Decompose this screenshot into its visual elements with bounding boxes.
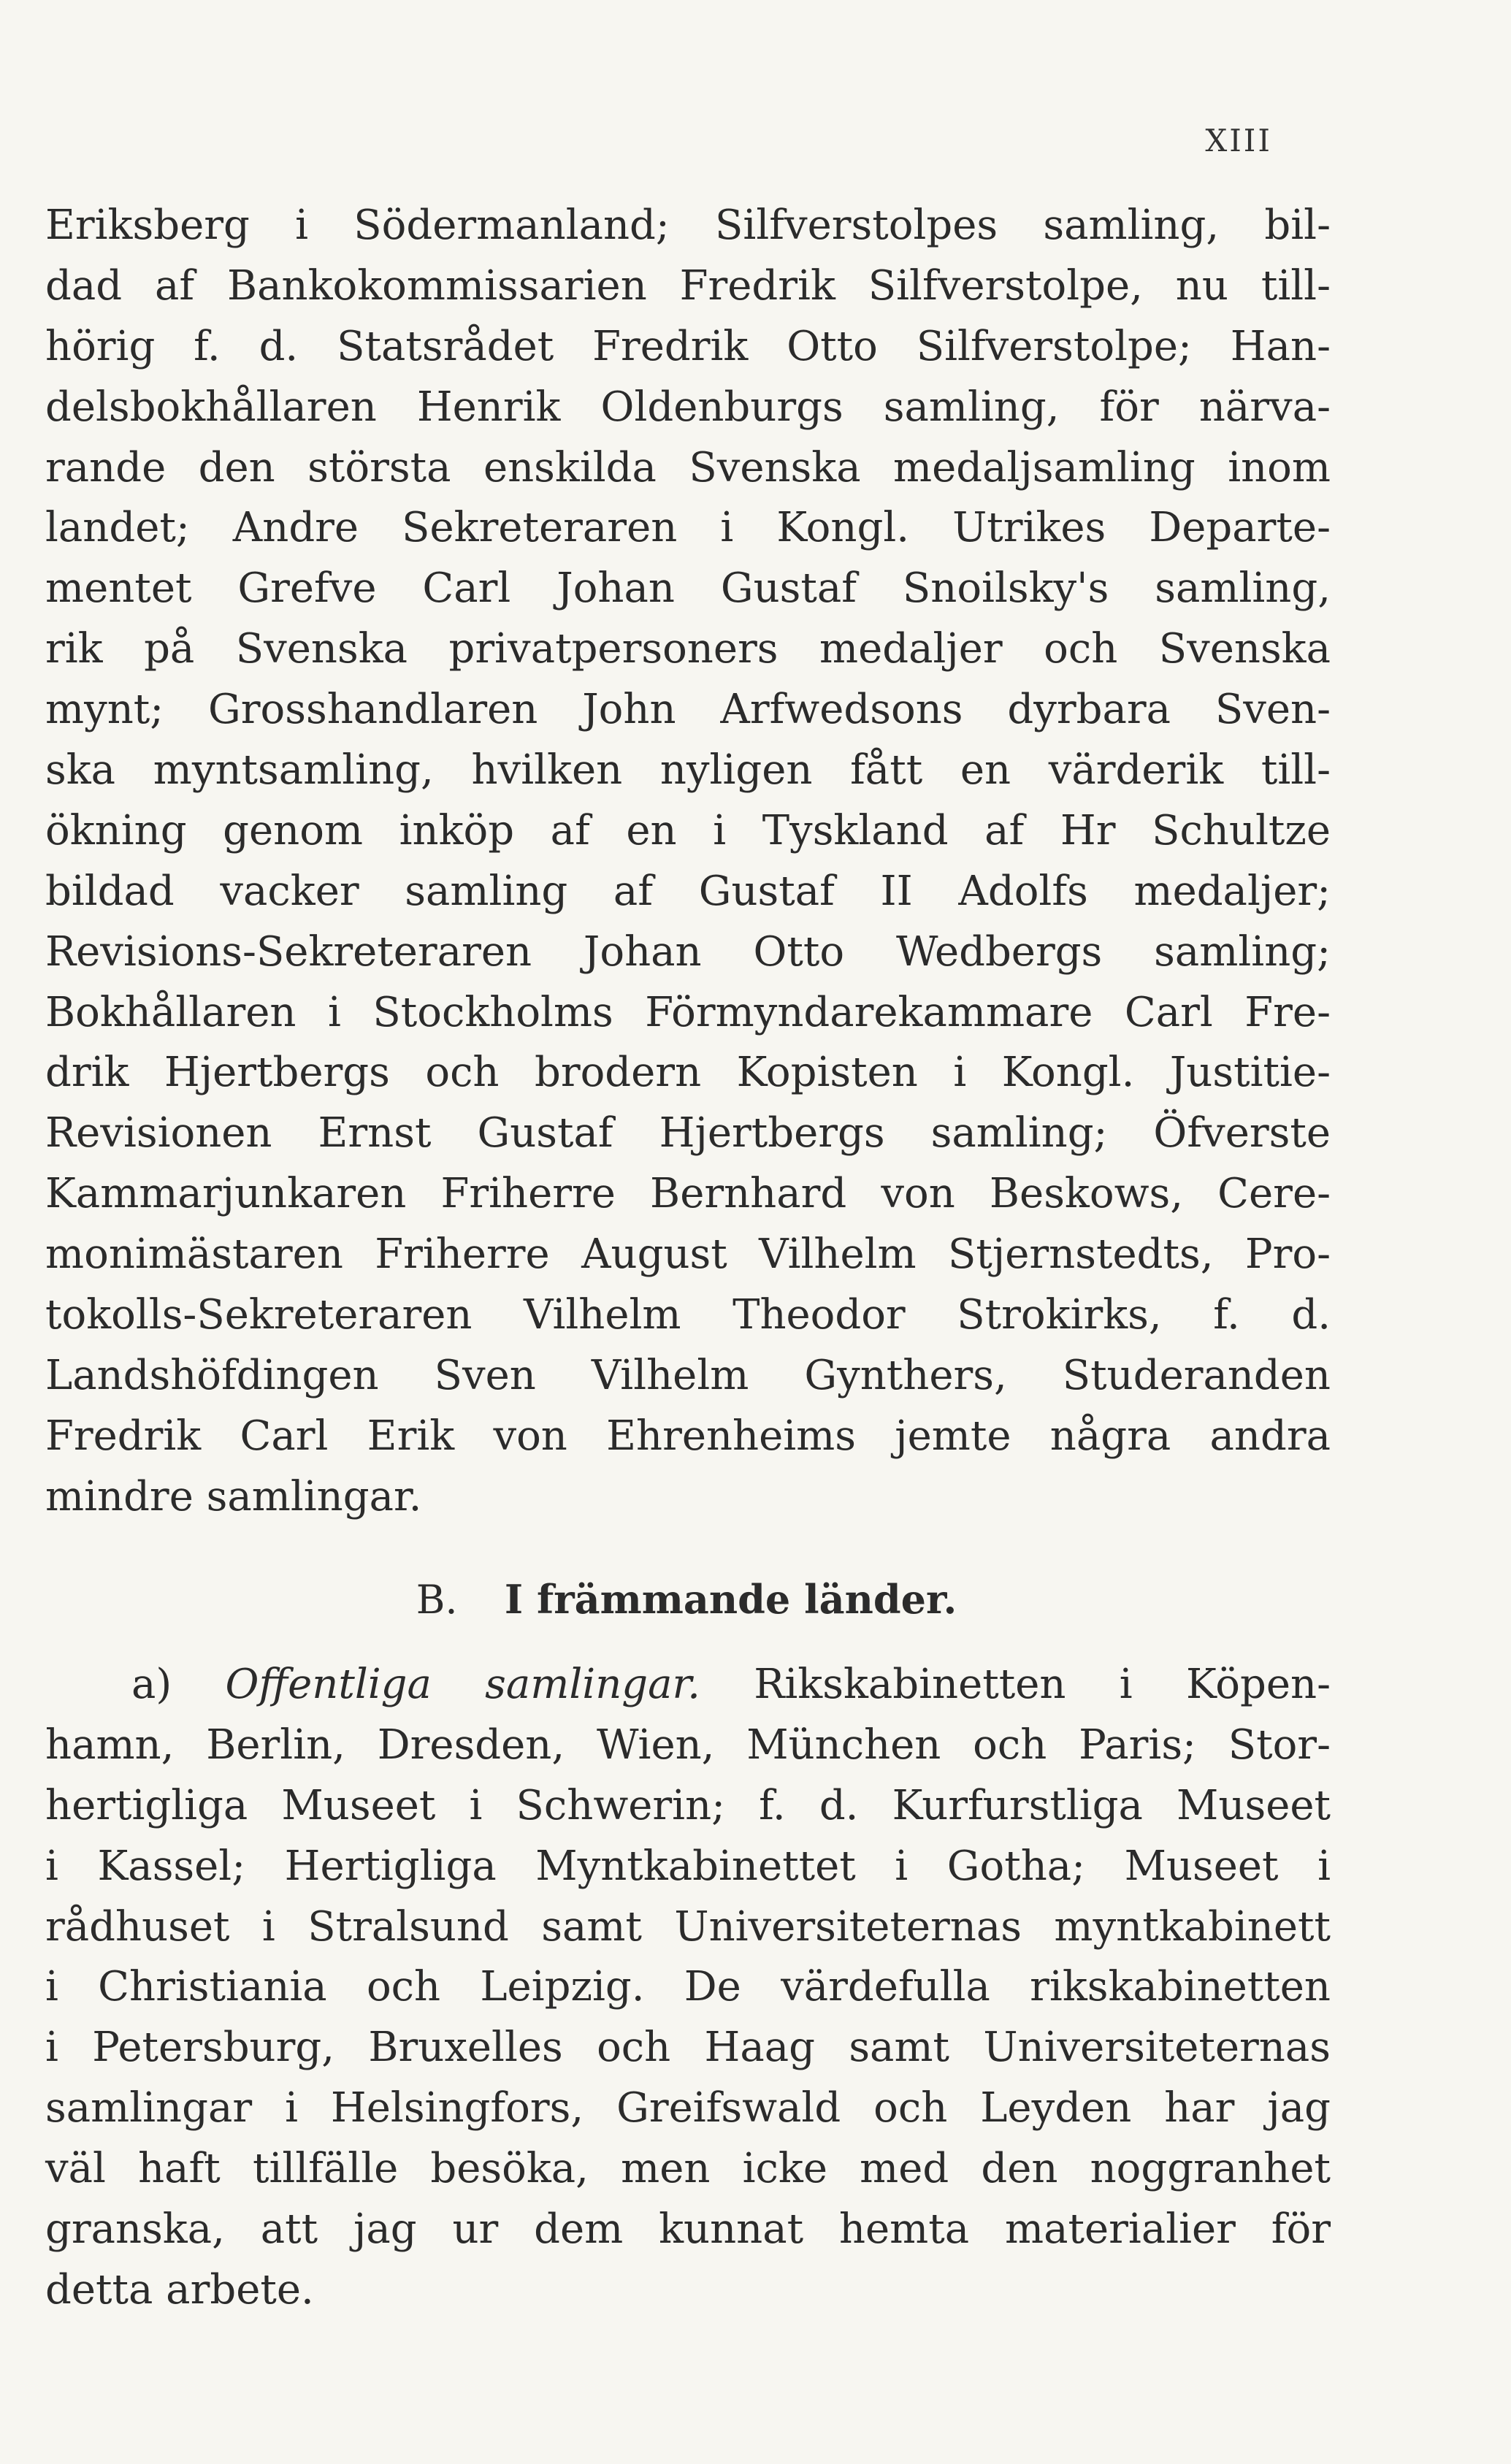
text-line: Bokhållaren i Stockholms Förmyndarekammare Carl Fre- [45,988,1331,1036]
section-letter: B. [416,1577,458,1623]
text-line: i Kassel; Hertigliga Myntkabinettet i Gotha; Museet i [45,1842,1331,1890]
section-title: I främmande länder. [504,1576,957,1623]
text-line: ska myntsamling, hvilken nyligen fått en värderik till- [45,746,1331,795]
text-line: hörig f. d. Statsrådet Fredrik Otto Silfverstolpe; Han- [45,322,1331,370]
text-line: detta arbete. [45,2265,314,2314]
text-line: Fredrik Carl Erik von Ehrenheims jemte några andra [45,1412,1331,1460]
text-line: granska, att jag ur dem kunnat hemta materialier för [45,2205,1331,2254]
text-line: väl haft tillfälle besöka, men icke med den noggranhet [45,2145,1331,2193]
page-number: XIII [1205,123,1272,158]
text-line: Revisions-Sekreteraren Johan Otto Wedbergs samling; [45,927,1331,976]
first-line-rest: Rikskabinetten i Köpen- [754,1661,1331,1708]
text-line: delsbokhållaren Henrik Oldenburgs samling, för närva- [45,383,1331,431]
list-marker: a) [131,1661,172,1708]
text-line: drik Hjertbergs och brodern Kopisten i Kongl. Justitie- [45,1049,1331,1097]
text-line: mentet Grefve Carl Johan Gustaf Snoilsky's samling, [45,565,1331,613]
paragraph-domestic-collections [45,196,1331,1528]
text-line: samlingar i Helsingfors, Greifswald och Leyden har jag [45,2084,1331,2132]
text-line: tokolls-Sekreteraren Vilhelm Theodor Strokirks, f. d. [45,1291,1331,1339]
text-line: dad af Bankokommissarien Fredrik Silfverstolpe, nu till- [45,261,1331,310]
text-line-first [45,1655,1331,1715]
text-line: i Petersburg, Bruxelles och Haag samt Universiteternas [45,2024,1331,2072]
text-line: mynt; Grosshandlaren John Arfwedsons dyrbara Sven- [45,686,1331,734]
text-line: rik på Svenska privatpersoners medaljer och Svenska [45,625,1331,673]
section-heading [0,1570,1373,1629]
text-line: Landshöfdingen Sven Vilhelm Gynthers, Studeranden [45,1351,1331,1399]
text-line: hamn, Berlin, Dresden, Wien, München och Paris; Stor- [45,1721,1331,1769]
text-line: hertigliga Museet i Schwerin; f. d. Kurfurstliga Museet [45,1781,1331,1829]
paragraph-foreign-collections [45,1655,1331,2321]
text-line: rande den största enskilda Svenska medaljsamling inom [45,443,1331,491]
text-line: Kammarjunkaren Friherre Bernhard von Beskows, Cere- [45,1170,1331,1218]
text-line: mindre samlingar. [45,1472,422,1520]
text-line: bildad vacker samling af Gustaf II Adolfs medaljer; [45,867,1331,915]
text-line: Eriksberg i Södermanland; Silfverstolpes samling, bil- [45,202,1331,249]
text-line: rådhuset i Stralsund samt Universiteternas myntkabinett [45,1902,1331,1951]
italic-lead: Offentliga samlingar. [225,1661,700,1708]
text-line: monimästaren Friherre August Vilhelm Stjernstedts, Pro- [45,1231,1331,1279]
text-line: i Christiania och Leipzig. De värdefulla rikskabinetten [45,1963,1331,2011]
text-line: Revisionen Ernst Gustaf Hjertbergs samling; Öfverste [45,1109,1331,1158]
text-line: ökning genom inköp af en i Tyskland af Hr Schultze [45,806,1331,854]
text-line: landet; Andre Sekreteraren i Kongl. Utrikes Departe- [45,504,1331,552]
